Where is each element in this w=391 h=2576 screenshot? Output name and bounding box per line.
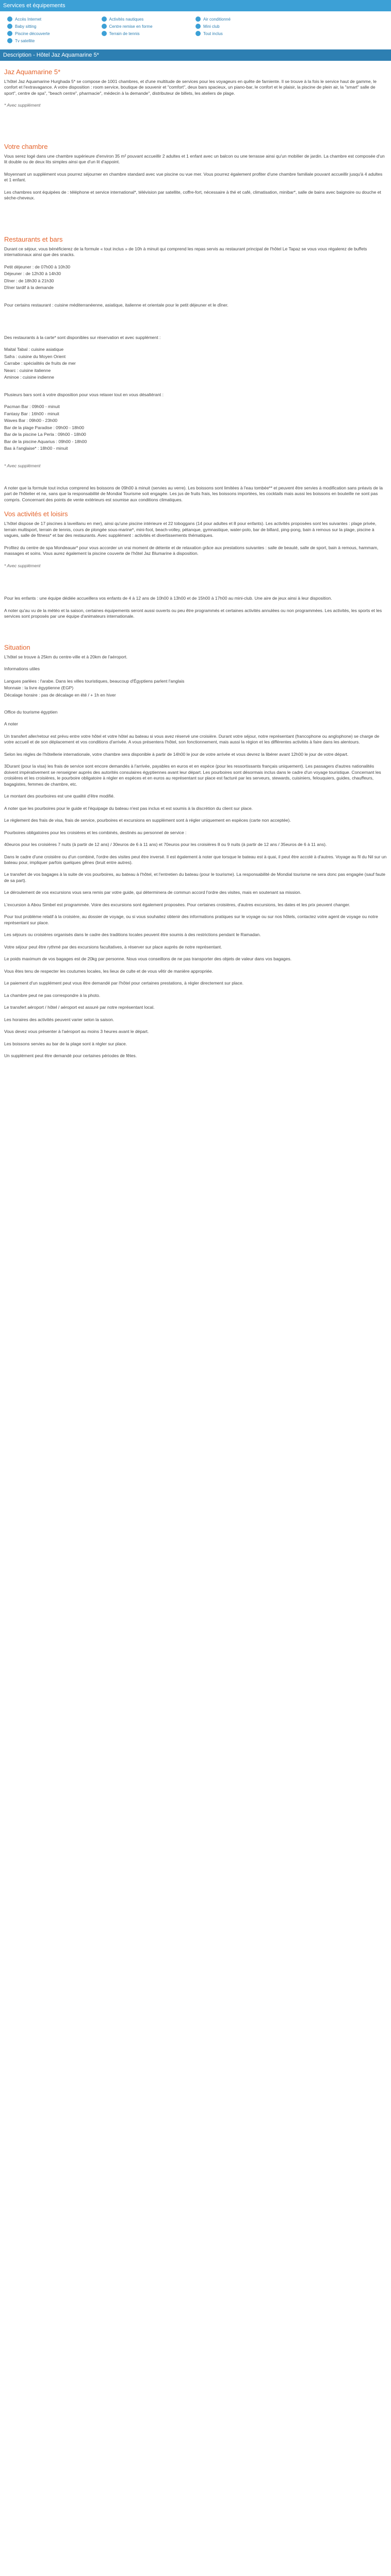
- amenity-item: [290, 24, 384, 29]
- activities-stars-note: * Avec supplément: [4, 563, 41, 568]
- chambre-paragraph: Vous serez logé dans une chambre supérieure d'environ 35 m² pouvant accueillir 2 adultes et 1 enfant avec un balcon ou une terrasse ainsi qu'un mobilier de jardin. La chambre est composée d'un lit double ou de deux lits simples ainsi que d'un lit d'appoint.: [4, 153, 385, 165]
- activities-paragraph: Profitez du centre de spa Mondeauar* pour vous accorder un vrai moment de détente et de relaxation grâce aux prestations suivantes : salle de beauté, salle de sport, bain à remous, hammam, massages et soins. Vous aurez également la piscine couverte de l'hôtel Jaz Blumarine à disposition.: [4, 545, 379, 556]
- situation-paragraph: Pour tout problème relatif à la croisière, au dossier de voyage, ou si vous souhaitez obtenir des informations pratiques sur le voyage ou sur nos hôtels, contactez votre agent de voyage ou notre représentant sur place.: [4, 914, 378, 925]
- situation-paragraph: Office du tourisme égyptien: [4, 709, 58, 715]
- wifi-icon: [7, 16, 12, 22]
- restaurants-stars-note: * Avec supplément: [4, 463, 41, 468]
- situation-paragraph: Le déroulement de vos excursions vous sera remis par votre guide, qui déterminera de commun accord l'ordre des visites, mais en soutenant sa mission.: [4, 890, 302, 895]
- situation-paragraph: Le règlement des frais de visa, frais de service, pourboires et excursions en supplément sont à régler uniquement en espèces (carte non acceptée).: [4, 818, 291, 823]
- description-content: [0, 68, 391, 1059]
- amenity-item: Piscine découverte: [7, 31, 102, 36]
- amenity-item: Tv satellite: [7, 38, 102, 43]
- restaurants-paragraph: A noter que la formule tout inclus comprend les boissons de 09h00 à minuit (servies au verre). Les boissons sont limitées à l'eau tombée** et peuvent être servies à modification sans préavis de la part de l'hôtelier et ne, sans que la responsabilité de Mondial Tourisme soit engagée. Les jus de fruits frais, les boissons importées, les cocktails mais aussi les boissons en bouteille ne sont pas compris. Concernant des points de vente extérieurs est soumise aux conditions climatiques.: [4, 485, 383, 502]
- chambre-title: Votre chambre: [4, 142, 48, 150]
- bar-item: Pacman Bar : 09h00 - minuit: [4, 404, 60, 410]
- situation-paragraph: Selon les règles de l'hôtellerie internationale, votre chambre sera disponible à partir de 14h00 le jour de votre arrivée et vous devrez la libérer avant 12h00 le jour de votre départ.: [4, 751, 349, 757]
- situation-paragraph: A noter: [4, 721, 18, 727]
- hours-item: Dîner : de 18h30 à 21h30: [4, 278, 54, 283]
- situation-paragraph: Les horaires des activités peuvent varier selon la saison.: [4, 1016, 115, 1022]
- activities-paragraph: A noter qu'au vu de la météo et la saison, certaines équipements seront aussi ouverts ou peu être programmés et certaines activités annulées ou non programmées. Les activités, les sports et les services sont proposés par une équipe d'animateurs internationale.: [4, 607, 382, 619]
- info-title: Informations utiles: [4, 666, 40, 672]
- all-inclusive-icon: [196, 31, 201, 36]
- activities-title: Vos activités et loisirs: [4, 510, 68, 518]
- activity-icon: [102, 16, 107, 22]
- situation-paragraph: Les séjours ou croisières organisés dans le cadre des traditions locales peuvent être soumis à des restrictions pendant le Ramadan.: [4, 932, 261, 938]
- info-item: Décalage horaire : pas de décalage en été / + 1h en hiver: [4, 692, 116, 698]
- situation-paragraph: Le transfert de vos bagages à la suite de vos pourboires, au bateau à l'hôtel, et l'entretien du bateau (pour le tourisme). La responsabilité de Mondial tourisme ne sera donc pas engagée (sauf faute de sa part).: [4, 872, 385, 883]
- air-conditioning-icon: [196, 16, 201, 22]
- restaurant-item: Safra : cuisine du Moyen Orient: [4, 353, 66, 359]
- description-bar: [0, 49, 391, 61]
- restaurants-paragraph: Durant ce séjour, vous bénéficierez de la formule « tout inclus » de 10h à minuit qui comprend les repas servis au restaurant principal de l'hôtel Le Tapaz se vous vous régalerez de buffets internationaux ainsi que des snacks.: [4, 246, 367, 258]
- amenity-item: Terrain de tennis: [102, 31, 196, 36]
- restaurant-item: Carrabe : spécialités de fruits de mer: [4, 361, 76, 366]
- situation-paragraph: L'excursion à Abou Simbel est programmée. Voire des excursions sont également proposées. Pour certaines croisières, d'autres excursions, les dates et les prix peuvent changer.: [4, 902, 350, 907]
- situation-paragraph: 3Durant (pour la visa) les frais de service sont encore demandés à l'arrivée, payables en euros et en espèce (pour les ressortissants français uniquement). Les passagers d'autres nationalités doivent impérativement se renseigner auprès des autorités consulaires égyptiennes avant leur départ. Les pourboires sont désormais inclus dans le cadre d'un voyage touristique. Concernant les croisières et les croisières, le pourboire obligatoire à régler en espèces et en euros au représentant sur place est facturé par les serveurs, stewards, cuisiniers, felouquiers, guides, chauffeurs, bagagistes, femmes de chambre, etc.: [4, 764, 381, 787]
- situation-paragraph: Le paiement d'un supplément peut vous être demandé par l'hôtel pour certaines prestations, à régler directement sur place.: [4, 980, 243, 986]
- bar-item: Bar de la plage Paradise : 09h00 - 18h00: [4, 425, 85, 430]
- baby-icon: [7, 24, 12, 29]
- chambre-paragraph: Les chambres sont équipées de : téléphone et service international*, télévision par satellite, coffre-fort, nécessaire à thé et café, climatisation, minibar*, salle de bains avec baignoire ou douche et sèche-cheveux.: [4, 189, 381, 201]
- hotel-intro: L'hôtel Jaz Aquamarine Hurghada 5* se compose de 1001 chambres, et d'une multitude de services pour les voyageurs en quête de farniente. Il se trouve à la fois le service haut de gamme, le confort et l'extravagance. A votre disposition : room service, boutique de souvenir et "comfort", deux bars spacieux, un piano-bar, le confort et le plaisir, la piscine de plein air, la "smart" salle de sport", centre de spa", "beach centre", pharmacie", médecin à la demande", distributeur de billets, les ateliers de plage.: [4, 79, 377, 96]
- amenity-item: Activités nautiques: [102, 16, 196, 22]
- bar-item: Fantasy Bar : 16h00 - minuit: [4, 411, 59, 416]
- situation-paragraph: Dans le cadre d'une croisière ou d'un combiné, l'ordre des visites peut être inversé. Il est également à noter que lorsque le bateau est à quai, il peut être accolé à d'autres. Voyage au fil du Nil sur un bateau pour, impliquer parfois quelques gênes (bruit entre autres).: [4, 854, 387, 865]
- amenity-item: Centre remise en forme: [102, 24, 196, 29]
- hours-list: [4, 264, 387, 291]
- info-item: Monnaie : la livre égyptienne (EGP): [4, 685, 74, 691]
- horse-icon: [102, 24, 107, 29]
- pool-icon: [7, 31, 12, 36]
- activities-paragraph: L'hôtel dispose de 17 piscines à laveillanu en mer), ainsi qu'une piscine intérieure et 22 toboggans (14 pour adultes et 8 pour enfants). Les activités proposées sont les suivantes : plage privée, terrain multisport, terrain de tennis, cours de plongée sous-marine*, mini-foot, beach-volley, pétanque, gymnastique, water-polo, bar de billard, ping-pong, bain à remous sur la plage, piscine à vagues, salle de fitness* et bar des restaurants. Avec supplément : activités et divertissements thématiques.: [4, 521, 377, 538]
- restaurants-list: [4, 347, 387, 380]
- restaurant-item: Nearc : cuisine italienne: [4, 367, 51, 373]
- hotel-stars-note: * Avec supplément: [4, 103, 41, 108]
- situation-paragraph: Un transfert aller/retour est prévu entre votre hôtel et votre hôtel au bateau si vous avez réservé une croisière. Durant votre séjour, notre représentant (francophone ou anglophone) se charge de votre accueil et de son déplacement et vos conditions d'arrivée. A vous présentera l'hôtel, son fonctionnement, mais aussi la région et les différentes activités à faire dans les alentours.: [4, 733, 380, 745]
- amenity-item: Baby sitting: [7, 24, 102, 29]
- bar-item: Bar de la piscine La Perla : 09h00 - 18h00: [4, 432, 86, 437]
- bar-item: Bar de la piscine Aquarius : 09h00 - 18h00: [4, 438, 87, 444]
- bars-list: [4, 404, 387, 451]
- amenity-item: [290, 16, 384, 22]
- situation-paragraph: Le montant des pourboires est une qualité d'être modifié.: [4, 793, 115, 799]
- hours-item: Déjeuner : de 12h30 à 14h30: [4, 271, 61, 277]
- bar-item: Bas à l'anglaise* : 18h00 - minuit: [4, 446, 68, 451]
- amenity-item: Accès Internet: [7, 16, 102, 22]
- bar-item: Waves Bar : 09h00 - 23h00: [4, 418, 58, 423]
- situation-paragraph: A noter que les pourboires pour le guide et l'équipage du bateau n'est pas inclus et est soumis à la discrétion du client sur place.: [4, 805, 253, 811]
- amenity-item: [290, 31, 384, 36]
- amenity-item: Mini club: [196, 24, 290, 29]
- situation-paragraph: 40euros pour les croisières 7 nuits (à partir de 12 ans) / 30euros de 6 à 11 ans) et 70euros pour les croisières 8 ou 9 nuits (à partir de 12 ans / 35euros de 6 à 11 ans).: [4, 842, 327, 848]
- activities-paragraph: Pour les enfants : une équipe dédiée accueillera vos enfants de 4 à 12 ans de 10h00 à 13h00 et de 15h00 à 17h00 au mini-club. Une aire de jeux ainsi à leur disposition.: [4, 596, 332, 601]
- mini-club-icon: [196, 24, 201, 29]
- hours-item: Petit déjeuner : de 07h00 à 10h30: [4, 264, 71, 269]
- chambre-paragraph: Moyennant un supplément vous pourrez séjourner en chambre standard avec vue piscine ou vue mer. Vous pourrez également profiter d'une chambre familiale pouvant accueillir jusqu'à 4 adultes et 1 enfant.: [4, 171, 383, 183]
- description-bar-title: Description - Hôtel Jaz Aquamarine 5*: [3, 52, 99, 58]
- situation-paragraph: Vous devez vous présenter à l'aéroport au moins 3 heures avant le départ.: [4, 1029, 149, 1035]
- situation-paragraph: Le poids maximum de vos bagages est de 20kg par personne. Nous vous conseillons de ne pas transporter des objets de valeur dans vos bagages.: [4, 956, 292, 962]
- situation-paragraph: L'hôtel se trouve à 25km du centre-ville et à 20km de l'aéroport.: [4, 654, 128, 659]
- page: [0, 0, 391, 1065]
- situation-paragraph: Le transfert aéroport / hôtel / aéroport est assuré par notre représentant local.: [4, 1005, 155, 1010]
- situation-paragraph: Votre séjour peut être rythmé par des excursions facultatives, à réserver sur place auprès de notre représentant.: [4, 944, 222, 950]
- restaurant-item: Aminoe : cuisine indienne: [4, 375, 54, 380]
- restaurant-item: Maital Tabal : cuisine asiatique: [4, 347, 64, 352]
- hotel-title: Jaz Aquamarine 5*: [4, 68, 61, 76]
- restaurants-paragraph: Pour certains restaurant : cuisine méditerranéenne, asiatique, italienne et orientale pour le petit déjeuner et le dîner.: [4, 302, 229, 308]
- services-bar: [0, 0, 391, 11]
- amenity-item: Air conditionné: [196, 16, 290, 22]
- restaurants-paragraph: Des restaurants à la carte* sont disponibles sur réservation et avec supplément :: [4, 334, 161, 340]
- situation-paragraph: Pourboires obligatoires pour les croisières et les combinés, destinés au personnel de service :: [4, 829, 187, 835]
- situation-paragraph: Un supplément peut être demandé pour certaines périodes de fêtes.: [4, 1053, 137, 1058]
- restaurants-title: Restaurants et bars: [4, 235, 63, 243]
- amenities-grid: [0, 11, 391, 49]
- amenity-item: Tout inclus: [196, 31, 290, 36]
- restaurants-paragraph: Plusieurs bars sont à votre disposition pour vous relaxer tout en vous désaltérant :: [4, 392, 164, 397]
- info-list: [4, 679, 387, 698]
- hours-item: Dîner tardif à la demande: [4, 285, 54, 291]
- info-item: Langues parlées : l'arabe. Dans les villes touristiques, beaucoup d'Égyptiens parlent l'anglais: [4, 678, 185, 684]
- situation-title: Situation: [4, 643, 30, 651]
- services-bar-title: Services et équipements: [3, 3, 66, 9]
- situation-paragraph: Les boissons servies au bar de la plage sont à régler sur place.: [4, 1041, 127, 1046]
- situation-paragraph: Vous êtes tenu de respecter les coutumes locales, les lieux de culte et de vous vêtir de manière appropriée.: [4, 968, 213, 974]
- sport-icon: [102, 31, 107, 36]
- satellite-icon: [7, 38, 12, 43]
- situation-paragraph: La chambre peut ne pas correspondre à la photo.: [4, 992, 101, 998]
